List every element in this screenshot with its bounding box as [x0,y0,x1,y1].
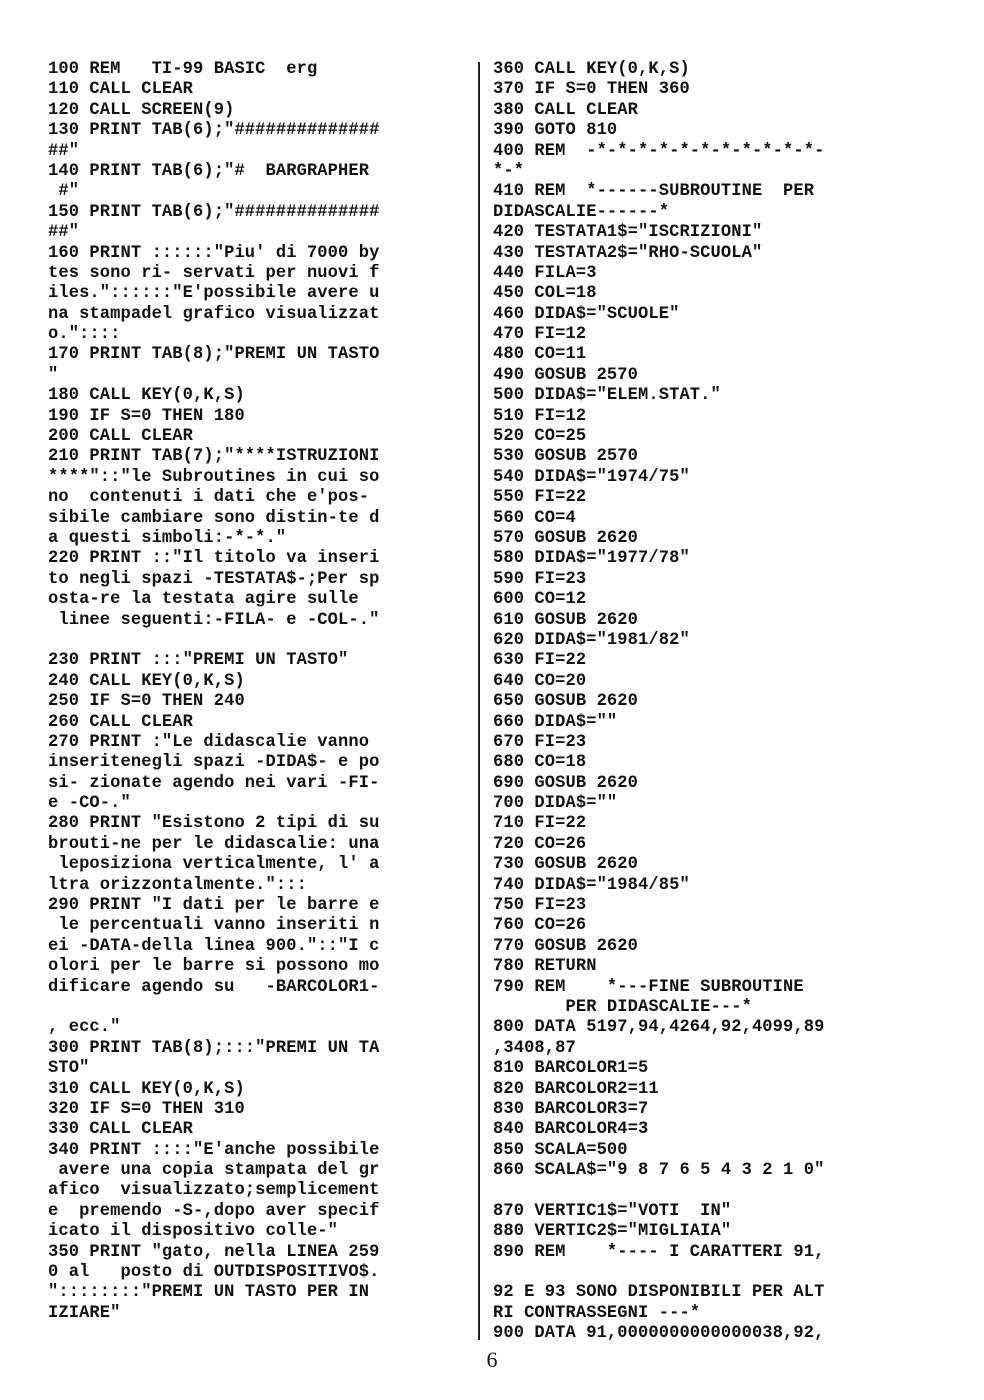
code-line: leposiziona verticalmente, l' a [48,855,380,875]
code-line: 320 IF S=0 THEN 310 [48,1099,245,1119]
code-line: 120 CALL SCREEN(9) [48,100,235,120]
code-line: icato il dispositivo colle-" [48,1222,339,1242]
code-line: 510 FI=12 [493,406,587,426]
code-line: 740 DIDA$="1984/85" [493,875,690,895]
listing-right-column [493,60,963,1345]
code-line: 650 GOSUB 2620 [493,692,639,712]
code-line: 480 CO=11 [493,345,587,365]
code-line: ,3408,87 [493,1038,576,1058]
code-line: 190 IF S=0 THEN 180 [48,406,245,426]
code-line: 260 CALL CLEAR [48,712,194,732]
code-line: osta-re la testata agire sulle [48,590,359,610]
code-line: 860 SCALA$="9 8 7 6 5 4 3 2 1 0" [493,1161,825,1181]
code-line: 720 CO=26 [493,834,587,854]
code-line: 780 RETURN [493,957,597,977]
code-line: PER DIDASCALIE---* [493,997,752,1017]
code-line: 370 IF S=0 THEN 360 [493,80,690,100]
code-line: 670 FI=23 [493,732,587,752]
column-divider [478,62,480,1340]
code-line: 180 CALL KEY(0,K,S) [48,386,245,406]
code-line: 450 COL=18 [493,284,597,304]
code-line: 310 CALL KEY(0,K,S) [48,1079,245,1099]
code-line: 170 PRINT TAB(8);"PREMI UN TASTO [48,345,380,365]
code-line: "::::::::"PREMI UN TASTO PER IN [48,1283,370,1303]
code-line: ##" [48,141,80,161]
code-line: olori per le barre si possono mo [48,957,380,977]
code-line: 0 al posto di OUTDISPOSITIVO$. [48,1263,380,1283]
code-line: 150 PRINT TAB(6);"############## [48,202,380,222]
code-line: #" [48,182,80,202]
code-line: 250 IF S=0 THEN 240 [48,692,245,712]
code-line: 690 GOSUB 2620 [493,773,639,793]
code-line: 710 FI=22 [493,814,587,834]
code-line: 400 REM -*-*-*-*-*-*-*-*-*-*-*- [493,141,825,161]
code-line: 770 GOSUB 2620 [493,936,639,956]
code-line: 100 REM TI-99 BASIC erg [48,60,318,79]
code-line: si- zionate agendo nei vari -FI- [48,773,380,793]
code-line: 500 DIDA$="ELEM.STAT." [493,386,721,406]
code-line: 350 PRINT "gato, nella LINEA 259 [48,1242,380,1262]
code-line: " [48,365,59,385]
code-line: to negli spazi -TESTATA$-;Per sp [48,569,380,589]
code-line: 160 PRINT ::::::"Piu' di 7000 by [48,243,380,263]
code-line: afico visualizzato;semplicement [48,1181,380,1201]
code-line: 300 PRINT TAB(8);:::"PREMI UN TA [48,1038,380,1058]
code-line: 140 PRINT TAB(6);"# BARGRAPHER [48,161,370,181]
listing-left-column [48,60,468,1324]
code-line: 580 DIDA$="1977/78" [493,549,690,569]
code-line: linee seguenti:-FILA- e -COL-." [48,610,380,630]
code-line: 560 CO=4 [493,508,576,528]
code-line: 200 CALL CLEAR [48,427,194,447]
code-line: 700 DIDA$="" [493,794,618,814]
code-line: 630 FI=22 [493,651,587,671]
code-line: 330 CALL CLEAR [48,1120,194,1140]
code-line: 390 GOTO 810 [493,121,618,141]
code-line: 340 PRINT ::::"E'anche possibile [48,1140,380,1160]
code-line: 92 E 93 SONO DISPONIBILI PER ALT [493,1283,825,1303]
code-line: 680 CO=18 [493,753,587,773]
code-line: 270 PRINT :"Le didascalie vanno [48,732,370,752]
code-line: no contenuti i dati che e'pos- [48,488,370,508]
code-line: 870 VERTIC1$="VOTI IN" [493,1201,732,1221]
code-line: 880 VERTIC2$="MIGLIAIA" [493,1222,732,1242]
code-line [493,1181,963,1201]
code-line: 890 REM *---- I CARATTERI 91, [493,1242,825,1262]
code-line: 290 PRINT "I dati per le barre e [48,896,380,916]
code-line: , ecc." [48,1018,121,1038]
code-line: 820 BARCOLOR2=11 [493,1079,659,1099]
code-line: 840 BARCOLOR4=3 [493,1120,649,1140]
code-line: e premendo -S-,dopo aver specif [48,1201,380,1221]
code-line: 730 GOSUB 2620 [493,855,639,875]
code-line: 790 REM *---FINE SUBROUTINE [493,977,804,997]
code-line: 550 FI=22 [493,488,587,508]
code-line: ltra orizzontalmente."::: [48,875,307,895]
code-line [48,631,468,651]
code-line: 280 PRINT "Esistono 2 tipi di su [48,814,380,834]
code-line: 360 CALL KEY(0,K,S) [493,60,690,79]
code-line: 600 CO=12 [493,590,587,610]
code-line: iles."::::::"E'possibile avere u [48,284,380,304]
page-number: 6 [486,1347,498,1372]
code-line: 640 CO=20 [493,671,587,691]
code-line: 490 GOSUB 2570 [493,365,639,385]
code-line: 760 CO=26 [493,916,587,936]
code-line: avere una copia stampata del gr [48,1161,380,1181]
code-line: IZIARE" [48,1303,121,1323]
code-line: 130 PRINT TAB(6);"############## [48,121,380,141]
code-line: 210 PRINT TAB(7);"****ISTRUZIONI [48,447,380,467]
code-line: inseritenegli spazi -DIDA$- e po [48,753,380,773]
code-line: 470 FI=12 [493,325,587,345]
code-line: 850 SCALA=500 [493,1140,628,1160]
code-line [48,998,468,1018]
code-line: 660 DIDA$="" [493,712,618,732]
code-line: DIDASCALIE------* [493,202,670,222]
code-line: ****"::"le Subroutines in cui so [48,467,380,487]
code-line: ei -DATA-della linea 900."::"I c [48,936,380,956]
code-line: 110 CALL CLEAR [48,80,194,100]
code-line: STO" [48,1059,90,1079]
code-line: 570 GOSUB 2620 [493,528,639,548]
code-line: 530 GOSUB 2570 [493,447,639,467]
code-line: 440 FILA=3 [493,263,597,283]
code-line: 800 DATA 5197,94,4264,92,4099,89 [493,1018,825,1038]
code-line: 520 CO=25 [493,427,587,447]
code-line: 380 CALL CLEAR [493,100,639,120]
code-line: 620 DIDA$="1981/82" [493,630,690,650]
code-line: tes sono ri- servati per nuovi f [48,263,380,283]
code-line: 590 FI=23 [493,569,587,589]
code-line: 410 REM *------SUBROUTINE PER [493,182,815,202]
code-line: *-* [493,161,525,181]
code-line: a questi simboli:-*-*." [48,528,287,548]
code-line: o.":::: [48,325,121,345]
code-line: 220 PRINT ::"Il titolo va inseri [48,549,380,569]
code-line [493,1263,963,1283]
code-line: dificare agendo su -BARCOLOR1- [48,977,380,997]
code-line: 900 DATA 91,0000000000000038,92, [493,1324,825,1344]
code-line: 420 TESTATA1$="ISCRIZIONI" [493,223,763,243]
code-line: sibile cambiare sono distin-te d [48,508,380,528]
code-line: 810 BARCOLOR1=5 [493,1059,649,1079]
code-line: 240 CALL KEY(0,K,S) [48,671,245,691]
code-line: ##" [48,223,80,243]
code-line: RI CONTRASSEGNI ---* [493,1303,701,1323]
code-line: 230 PRINT :::"PREMI UN TASTO" [48,651,349,671]
code-line: 540 DIDA$="1974/75" [493,467,690,487]
code-line: 830 BARCOLOR3=7 [493,1099,649,1119]
code-line: 430 TESTATA2$="RHO-SCUOLA" [493,243,763,263]
code-line: na stampadel grafico visualizzat [48,304,380,324]
code-line: e -CO-." [48,794,131,814]
code-line: 460 DIDA$="SCUOLE" [493,304,680,324]
code-line: 610 GOSUB 2620 [493,610,639,630]
code-line: 750 FI=23 [493,896,587,916]
code-line: brouti-ne per le didascalie: una [48,834,380,854]
code-line: le percentuali vanno inseriti n [48,916,380,936]
